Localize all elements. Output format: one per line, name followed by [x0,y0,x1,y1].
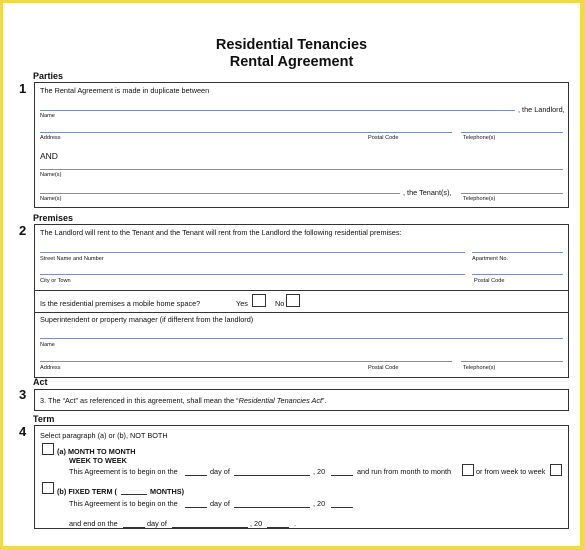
super-name-field[interactable] [40,338,563,339]
option-b-months: MONTHS) [150,487,185,496]
tenant-telephone-label: Telephone(s) [463,196,496,202]
page-subtitle: Rental Agreement [229,54,354,70]
superintendent-label: Superintendent or property manager (if different from the landlord) [40,315,254,324]
act-text-prefix: 3. The “Act” as referenced in this agreement, shall mean the “ [40,396,239,405]
twenty-b: , 20 [313,499,326,508]
end-year-field[interactable] [267,527,289,528]
fixed-term-months-field[interactable] [121,494,147,495]
tenant-names2-label: Name(s) [40,196,62,202]
begin-day-field-b[interactable] [185,507,207,508]
street-label: Street Name and Number [40,256,104,262]
street-field[interactable] [40,252,465,253]
day-of-a: day of [210,467,230,476]
landlord-name-field[interactable] [40,110,515,111]
option-b-label: (b) FIXED TERM ( [57,487,117,496]
option-a-label: (a) MONTH TO MONTH [57,447,136,456]
landlord-telephone-field[interactable] [461,132,563,133]
act-box [34,389,569,411]
super-telephone-label: Telephone(s) [463,365,496,371]
month-to-month-checkbox[interactable] [42,443,54,455]
landlord-telephone-label: Telephone(s) [463,135,496,141]
section-number-3: 3 [19,387,27,402]
section-number-2: 2 [19,223,27,238]
end-month-field[interactable] [172,527,248,528]
city-label: City or Town [40,278,71,284]
term-box [34,425,569,529]
act-text [40,396,327,405]
act-name: Residential Tenancies Act [238,396,323,405]
apartment-field[interactable] [472,252,563,253]
begin-text-b: This Agreement is to begin on the [69,499,178,508]
parties-box [34,82,569,208]
begin-month-field-a[interactable] [234,475,310,476]
end-text: and end on the [69,519,118,528]
or-week-text: or from week to week [476,467,546,476]
tenant-names-label: Name(s) [40,172,62,178]
end-day-field[interactable] [123,527,145,528]
landlord-postal-label: Postal Code [368,135,399,141]
and-text: AND [40,151,58,161]
and-run-text: and run from month to month [357,467,452,476]
no-label: No [275,299,285,308]
premises-divider-2 [35,312,568,313]
section-number-1: 1 [19,81,27,96]
option-a-label2: WEEK TO WEEK [69,456,127,465]
mobile-yes-checkbox[interactable] [252,294,266,307]
landlord-name-label: Name [40,113,55,119]
mobile-question: Is the residential premises a mobile home space? [40,299,201,308]
premises-heading: Premises [33,213,74,223]
mobile-no-checkbox[interactable] [286,294,300,307]
week-to-week-checkbox[interactable] [550,464,562,476]
day-of-b: day of [210,499,230,508]
super-address-label: Address [40,365,61,371]
begin-year-field-b[interactable] [331,507,353,508]
fixed-term-checkbox[interactable] [42,482,54,494]
term-heading: Term [33,414,55,424]
yes-label: Yes [236,299,248,308]
landlord-address-label: Address [40,135,61,141]
twenty-a: , 20 [313,467,326,476]
term-select-text: Select paragraph (a) or (b), NOT BOTH [40,431,168,440]
day-of-c: day of [147,519,167,528]
super-postal-label: Postal Code [368,365,399,371]
super-telephone-field[interactable] [461,361,563,362]
tenant-names-field-1[interactable] [40,169,563,170]
premises-box [34,224,569,378]
begin-day-field-a[interactable] [185,475,207,476]
begin-text-a: This Agreement is to begin on the [69,467,178,476]
super-name-label: Name [40,342,55,348]
postal-label: Postal Code [474,278,505,284]
section-number-4: 4 [19,424,27,439]
postal-field[interactable] [472,274,563,275]
city-field[interactable] [40,274,465,275]
landlord-suffix: , the Landlord, [518,105,565,114]
landlord-address-field[interactable] [40,132,452,133]
act-heading: Act [33,377,48,387]
premises-intro: The Landlord will rent to the Tenant and the Tenant will rent from the Landlord the following residential premises: [40,228,402,237]
act-text-suffix: ”. [322,396,327,405]
parties-heading: Parties [33,71,64,81]
begin-year-field-a[interactable] [331,475,353,476]
rental-agreement-page [3,3,580,546]
twenty-c: , 20 [250,519,263,528]
parties-intro: The Rental Agreement is made in duplicate between [40,86,210,95]
tenant-suffix: , the Tenant(s), [403,188,452,197]
premises-divider-1 [35,290,568,291]
month-to-month-run-checkbox[interactable] [462,464,474,476]
apartment-label: Apartment No. [472,256,509,262]
page-title: Residential Tenancies [215,37,368,53]
tenant-names-field-2[interactable] [40,193,400,194]
super-address-field[interactable] [40,361,452,362]
end-period: . [294,519,297,528]
tenant-telephone-field[interactable] [461,193,563,194]
begin-month-field-b[interactable] [234,507,310,508]
